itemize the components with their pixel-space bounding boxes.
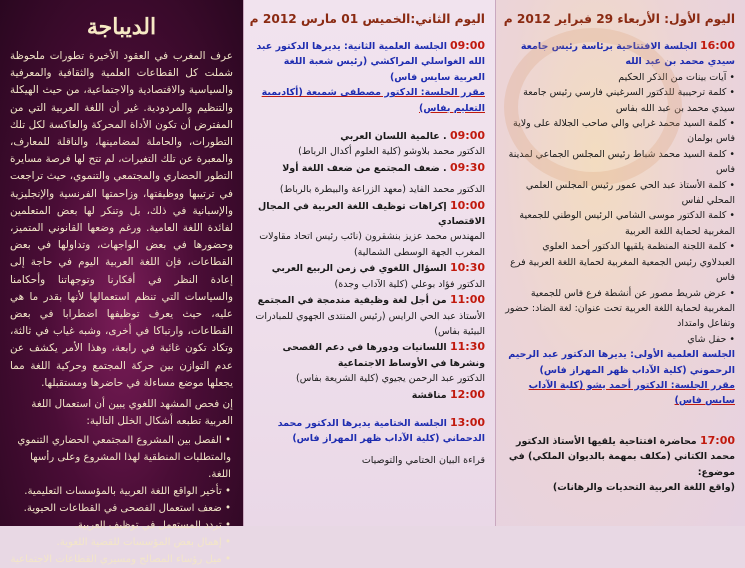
talk-speaker: الدكتور محمد بلاوشو (كلية العلوم أكدال الرباط) bbox=[298, 146, 485, 158]
bullet-text: آيات بينات من الذكر الحكيم bbox=[618, 71, 727, 83]
talk-title: اللسانيات ودورها في دعم الفصحى ونشرها في الأوساط الاجتماعية bbox=[282, 342, 485, 369]
talk-speaker: الدكتور محمد الفايد (معهد الزراعة والبيطرة بالرباط) bbox=[279, 184, 485, 196]
bullet-text: عرض شريط مصور عن أنشطة فرع فاس للجمعية المغربية لحماية اللغة العربية تحت عنوان: لغة الضاد: حضور وتفاعل وامتداد bbox=[505, 287, 735, 330]
intro-list-item: • تردد المستعمل في توظيف العربية. bbox=[10, 517, 231, 534]
time-label: 11:30 bbox=[449, 340, 485, 354]
discussion-row bbox=[252, 387, 485, 403]
rapporteur-text: مقرر الجلسة: الدكتور أحمد يشو (كلية الآداب سايس فاس) bbox=[528, 379, 735, 407]
closing-title: الجلسة الختامية يديرها الدكتور محمد الدحماني (كلية الآداب ظهر المهراز فاس) bbox=[277, 417, 485, 445]
talk-speaker: المهندس محمد عزيز بنشقرون (نائب رئيس اتحاد مقاولات المغرب الجهة الوسطى الشمالية) bbox=[259, 231, 485, 258]
day1-panel bbox=[495, 0, 745, 526]
talk-title: السؤال اللغوي في زمن الربيع العربي bbox=[271, 263, 447, 275]
time-label: 09:30 bbox=[449, 160, 485, 174]
bullet-text: كلمة الدكتور موسى الشامي الرئيس الوطني للجمعية المغربية لحماية اللغة العربية bbox=[519, 210, 735, 237]
session-title: الجلسة العلمية الأولى: يديرها الدكتور عبد الرحيم الرحموني (كلية الآداب ظهر المهراز فاس) bbox=[508, 349, 735, 376]
lecture-row bbox=[504, 433, 735, 480]
time-label: 09:00 bbox=[449, 39, 485, 52]
day2-title: اليوم الثاني:الخميس 01 مارس 2012 م bbox=[249, 12, 485, 26]
program-bullet: • كلمة الدكتور موسى الشامي الرئيس الوطني للجمعية المغربية لحماية اللغة العربية bbox=[519, 210, 735, 237]
day2-rapporteur bbox=[252, 85, 485, 116]
bullet-text: كلمة الأستاذ عبد الحي عمور رئيس المجلس العلمي المحلي لفاس bbox=[525, 179, 735, 207]
talk-title-row bbox=[252, 292, 485, 308]
day2-panel bbox=[243, 0, 495, 526]
talk-title-row bbox=[252, 339, 485, 371]
talk-title: إكراهات توظيف اللغة العربية في المجال الاقتصادي bbox=[258, 200, 485, 228]
program-bullet: • حفل شاي bbox=[687, 333, 735, 345]
intro-title: الديباجة bbox=[86, 14, 157, 40]
talk-speaker: الأستاذ عبد الحي الرايس (رئيس المنتدى الجهوي للمبادرات البيئية بفاس) bbox=[255, 310, 485, 337]
program-bullet: • عرض شريط مصور عن أنشطة فرع فاس للجمعية المغربية لحماية اللغة العربية تحت عنوان: لغة الضاد: حضور وتفاعل وامتداد bbox=[505, 287, 735, 330]
talk-title: من أجل لغة وظيفية مندمجة في المجتمع bbox=[257, 295, 447, 307]
session-title: الجلسة العلمية الثانية: يديرها الدكتور عبد الله الغواسلي المراكشي (رئيس شعبة اللغة العربية سايس فاس) bbox=[256, 41, 485, 83]
day2-session1 bbox=[252, 38, 485, 85]
talk-speaker: الدكتور فؤاد بوعلي (كلية الآداب وجدة) bbox=[334, 278, 485, 290]
bullet-text: حفل شاي bbox=[687, 333, 727, 345]
program-bullet: • كلمة السيد محمد شباط رئيس المجلس الجماعي لمدينة فاس bbox=[508, 148, 735, 176]
intro-list-item: • إهمال بعض المؤسسات للقضية اللغوية. bbox=[10, 534, 231, 551]
bullet-text: كلمة ترحيبية للدكتور السرغيني فارسي رئيس جامعة سيدي محمد بن عبد الله بفاس bbox=[523, 87, 735, 114]
intro-list-item: • الفصل بين المشروع المجتمعي الحضاري التنموي والمتطلبات المنطقية لهذا المشروع وعلى رأسها اللغة. bbox=[10, 432, 231, 483]
day1-rapporteur bbox=[504, 378, 735, 409]
time-label: 09:00 bbox=[449, 129, 485, 143]
talk-title: . ضعف المجتمع من ضعف اللغة أولا bbox=[282, 162, 447, 174]
program-bullet: • كلمة السيد محمد غرابي والي صاحب الجلالة على ولاية فاس بولمان bbox=[512, 118, 735, 145]
time-label: 10:30 bbox=[449, 261, 485, 275]
session-title: الجلسة الافتتاحية برئاسة رئيس جامعة سيدي محمد بن عبد الله bbox=[520, 41, 735, 68]
talk-title-row bbox=[252, 198, 485, 230]
talk-title-row bbox=[252, 128, 485, 144]
bullet-text: كلمة اللجنة المنظمة يلقيها الدكتور أحمد العلوي العبدلاوي رئيس الجمعية المغربية لحماية اللغة العربية فرع فاس bbox=[510, 241, 735, 284]
intro-list bbox=[10, 432, 233, 568]
time-label: 13:00 bbox=[449, 415, 485, 429]
talk-title-row bbox=[252, 160, 485, 176]
rapporteur-text: مقرر الجلسة: الدكتور مصطفى شميعة (أكاديمية التعليم بفاس) bbox=[261, 87, 485, 114]
time-label: 12:00 bbox=[449, 387, 485, 401]
intro-list-item: • ميل رؤساء المصالح ومسيري القطاعات الاجتماعية bbox=[10, 551, 231, 568]
time-label: 10:00 bbox=[449, 198, 485, 212]
day1-session1 bbox=[504, 347, 735, 378]
lecture-title: محاضرة افتتاحية يلقيها الأستاذ الدكتور محمد الكتاني (مكلف بمهمة بالديوان الملكي) في موضوع: bbox=[508, 435, 735, 478]
talk-speaker: الدكتور عبد الرحمن يجيوي (كلية الشريعة بفاس) bbox=[296, 373, 485, 385]
bullet-text: كلمة السيد محمد شباط رئيس المجلس الجماعي لمدينة فاس bbox=[508, 148, 735, 176]
closing-text: قراءة البيان الختامي والتوصيات bbox=[361, 454, 485, 466]
lecture-topic: (واقع اللغة العربية التحديات والرهانات) bbox=[552, 481, 735, 493]
program-bullet: • كلمة اللجنة المنظمة يلقيها الدكتور أحمد العلوي العبدلاوي رئيس الجمعية المغربية لحماية اللغة العربية فرع فاس bbox=[510, 241, 735, 284]
intro-panel bbox=[0, 0, 243, 566]
closing-session bbox=[252, 415, 485, 447]
talk-title: . عالمية اللسان العربي bbox=[340, 131, 447, 143]
program-bullet: • آيات بينات من الذكر الحكيم bbox=[618, 71, 735, 83]
opening-session bbox=[504, 38, 735, 70]
intro-list-item: • ضعف استعمال الفصحى في القطاعات الحيوية. bbox=[10, 500, 231, 517]
intro-subheading: إن فحص المشهد اللغوي يبين أن استعمال اللغة العربية تطبعه أشكال الخلل التالية: bbox=[31, 398, 233, 428]
program-bullet: • كلمة الأستاذ عبد الحي عمور رئيس المجلس العلمي المحلي لفاس bbox=[525, 179, 735, 207]
intro-paragraph: عرف المغرب في العقود الأخيرة تطورات ملحوظة شملت كل القطاعات العلمية والثقافية والمعرفية والسياسية والاقتصادية والاجتماعية، من حيث الهيكلة والتنظيم والمردودية. غير أن اللغة العربية التي من المفترض أن تكون الأداة المحركة والعاكسة لكل تلك التطورات، والحاملة لمضامينها، والناقلة للمعارف، والمعبرة عن تلك التغيرات، لم تتح لها فرصة مسايرة التطور الحضاري والمجتمعي والتنموي، حيث تراجعت في ترتيبها ووظيفتها، وزاحمتها الفرنسية والإنجليزية والإسبانية في ذلك، بل وتنكر لها بعض المتعلمين لفائدة اللغة العامية. ورغم وضعها القانوني المتميز، وحضورها في بعض الواجهات، وتداولها في بعض القطاعات، فإن اللغة العربية اليوم في حاجة إلى إعادة النظر في أفكارنا وتوجهاتنا وأحكامنا والسياسات التي تنظم استعمالها لأنها بقدر ما هي عليه، حيث يعرف توظيفها اضطرابا في بعض القطاعات، وارتباكا في أخرى، وشبه غياب في ثالثة، وتكاد تكون غائبة في رابعة، وهذا الأمر يكشف عن عدم التوازن بين حركة المجتمع وحركية اللغة مما يجعلها موضع مساءلة في حاضرها ومستقبلها. bbox=[10, 50, 233, 389]
time-label: 16:00 bbox=[699, 39, 735, 52]
day1-title: اليوم الأول: الأربعاء 29 فبراير 2012 م bbox=[503, 12, 735, 26]
time-label: 11:00 bbox=[449, 293, 485, 307]
discussion-label: مناقشة bbox=[411, 389, 447, 401]
intro-list-item: • تأخير الواقع اللغة العربية بالمؤسسات التعليمية. bbox=[10, 483, 231, 500]
program-bullet: • كلمة ترحيبية للدكتور السرغيني فارسي رئيس جامعة سيدي محمد بن عبد الله بفاس bbox=[523, 87, 735, 114]
talk-title-row bbox=[252, 260, 485, 276]
bullet-text: كلمة السيد محمد غرابي والي صاحب الجلالة على ولاية فاس بولمان bbox=[512, 118, 735, 145]
time-label: 17:00 bbox=[699, 433, 735, 447]
